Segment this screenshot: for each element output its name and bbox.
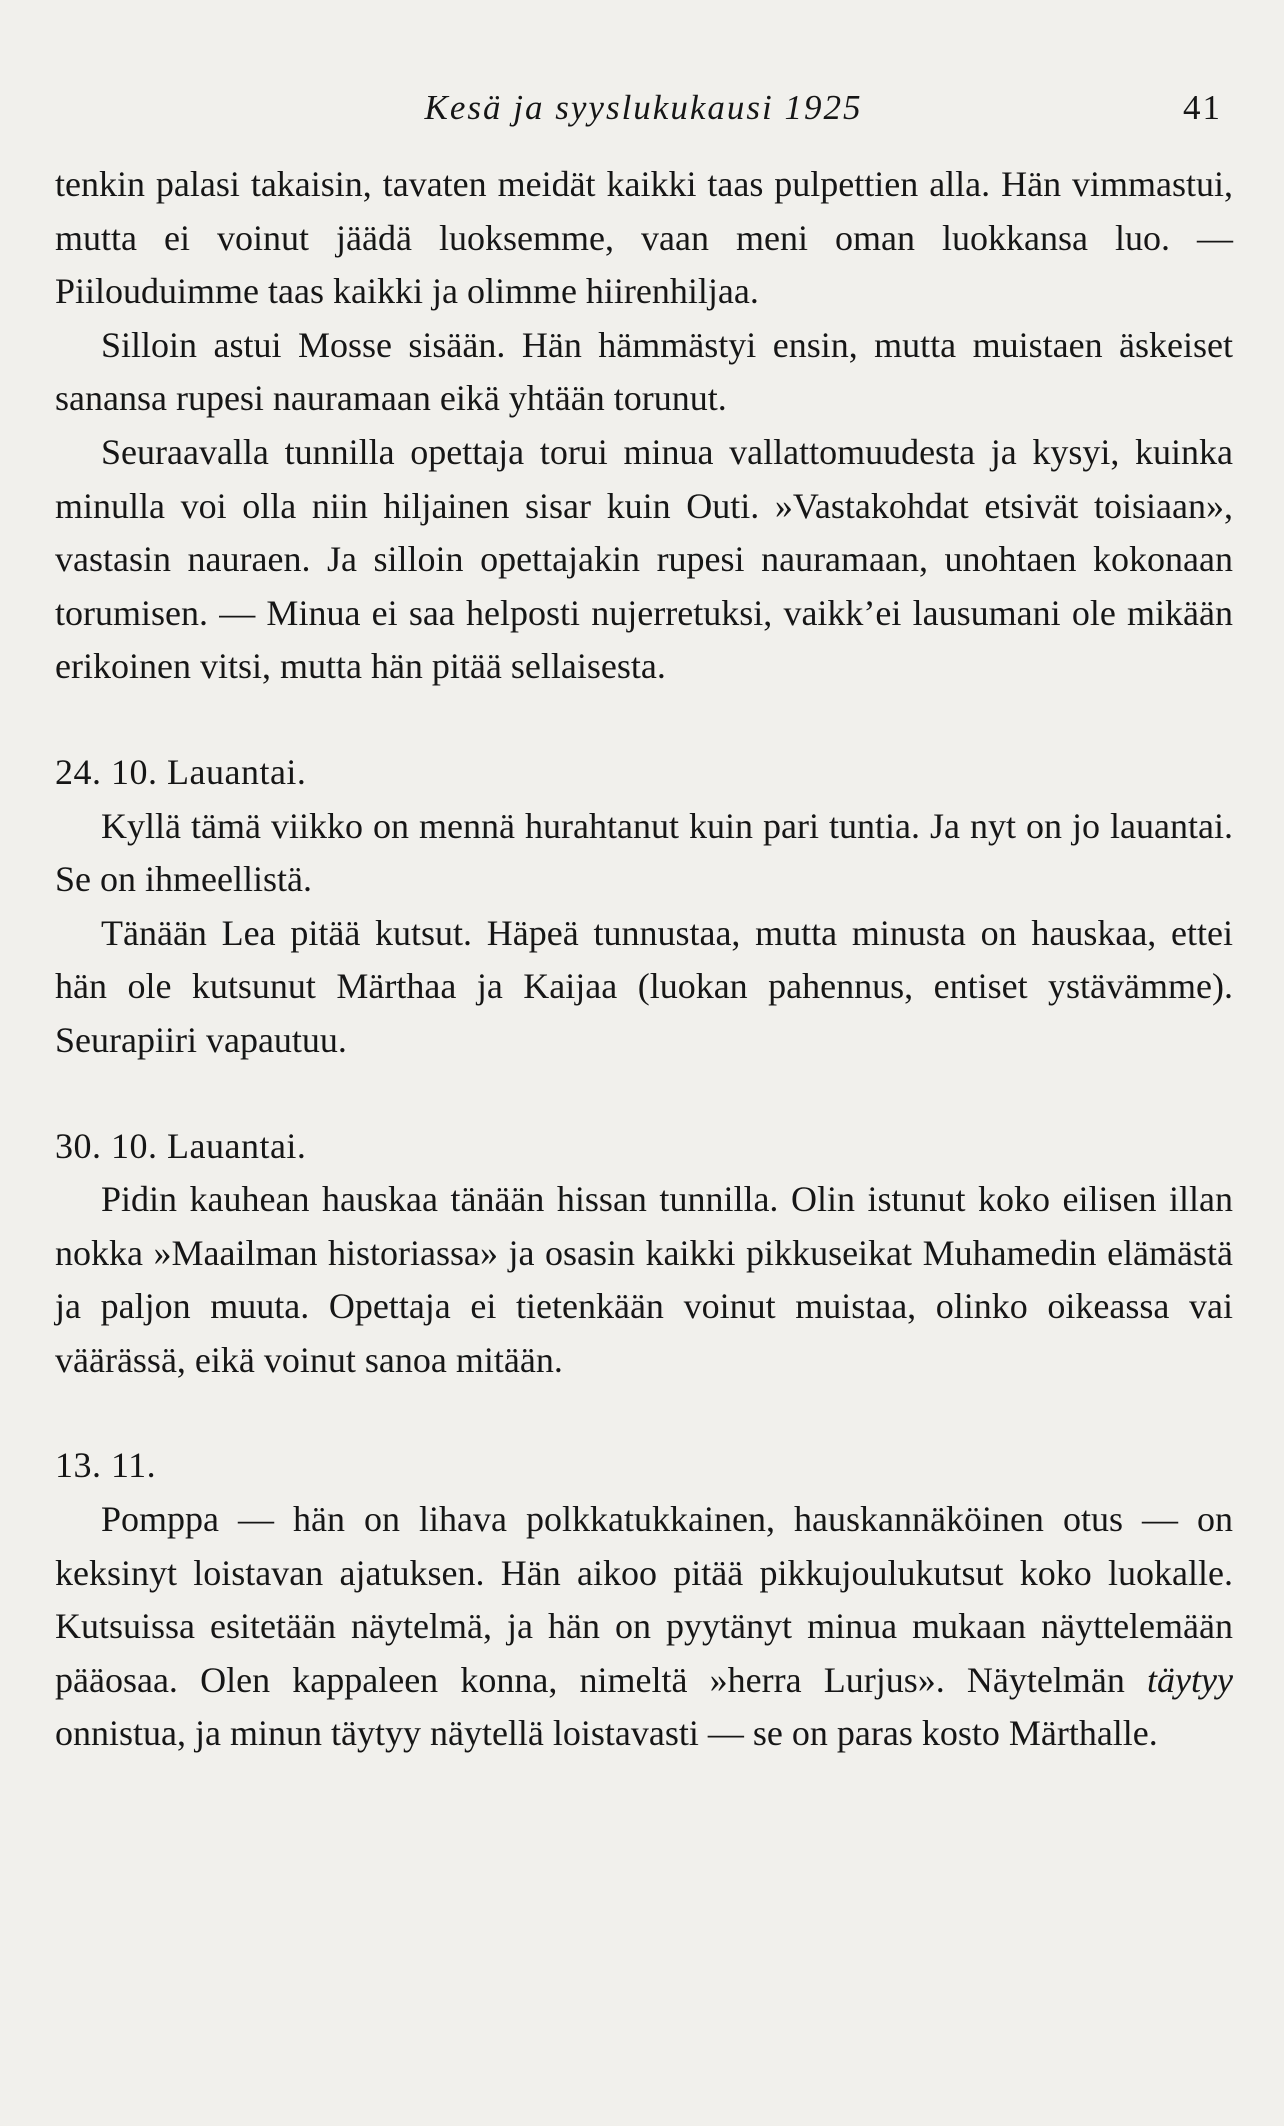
paragraph-1: tenkin palasi takaisin, tavaten meidät kaikki taas pulpettien alla. Hän vimmastui, mutta ei voinut jäädä luoksemme, vaan meni oman luokkansa luo. — Piilouduimme taas kaikki ja olimme hiirenhiljaa. <box>55 164 1233 312</box>
paragraph-7-text-a: Pomppa — hän on lihava polkkatukkainen, hauskannäköinen otus — on keksinyt loistavan ajatuksen. Hän aikoo pitää pikkujoulukutsut koko luokalle. Kutsuissa esitetään näytelmä, ja hän on pyytänyt minua mukaan näyttelemään pääosaa. Olen kappaleen konna, nimeltä »herra Lurjus». Näytelmän <box>55 1499 1233 1700</box>
paragraph-5: Tänään Lea pitää kutsut. Häpeä tunnustaa, mutta minusta on hauskaa, ettei hän ole kutsunut Märthaa ja Kaijaa (luokan pahennus, entiset ystävämme). Seurapiiri vapautuu. <box>55 912 1233 1060</box>
diary-date-heading-1: 24. 10. Lauantai. <box>55 751 307 792</box>
paragraph-4: Kyllä tämä viikko on mennä hurahtanut kuin pari tuntia. Ja nyt on jo lauantai. Se on ihmeellistä. <box>55 805 1233 900</box>
running-header <box>55 88 1232 148</box>
diary-date-heading-2: 30. 10. Lauantai. <box>55 1125 307 1166</box>
paragraph-6: Pidin kauhean hauskaa tänään hissan tunnilla. Olin istunut koko eilisen illan nokka »Maailman historiassa» ja osasin kaikki pikkuseikat Muhamedin elämästä ja paljon muuta. Opettaja ei tietenkään voinut muistaa, olinko oikeassa vai väärässä, eikä voinut sanoa mitään. <box>55 1179 1233 1380</box>
paragraph-3: Seuraavalla tunnilla opettaja torui minua vallattomuudesta ja kysyi, kuinka minulla voi olla niin hiljainen sisar kuin Outi. »Vastakohdat etsivät toisiaan», vastasin nauraen. Ja silloin opettajakin rupesi nauramaan, unohtaen kokonaan torumisen. — Minua ei saa helposti nujerretuksi, vaikk’ei lausumani ole mikään erikoinen vitsi, mutta hän pitää sellaisesta. <box>55 431 1233 687</box>
page-number: 41 <box>1183 88 1222 127</box>
diary-date-heading-3: 13. 11. <box>55 1445 157 1486</box>
page-body <box>55 158 1233 1761</box>
paragraph-7 <box>55 1493 1233 1761</box>
paragraph-2: Silloin astui Mosse sisään. Hän hämmästyi ensin, mutta muistaen äskeiset sanansa rupesi nauramaan eikä yhtään torunut. <box>55 324 1233 419</box>
emphasized-word: täytyy <box>1147 1659 1233 1700</box>
paragraph-7-text-b: onnistua, ja minun täytyy näytellä loistavasti — se on paras kosto Märthalle. <box>55 1713 1158 1754</box>
running-title: Kesä ja syyslukukausi 1925 <box>424 88 863 127</box>
